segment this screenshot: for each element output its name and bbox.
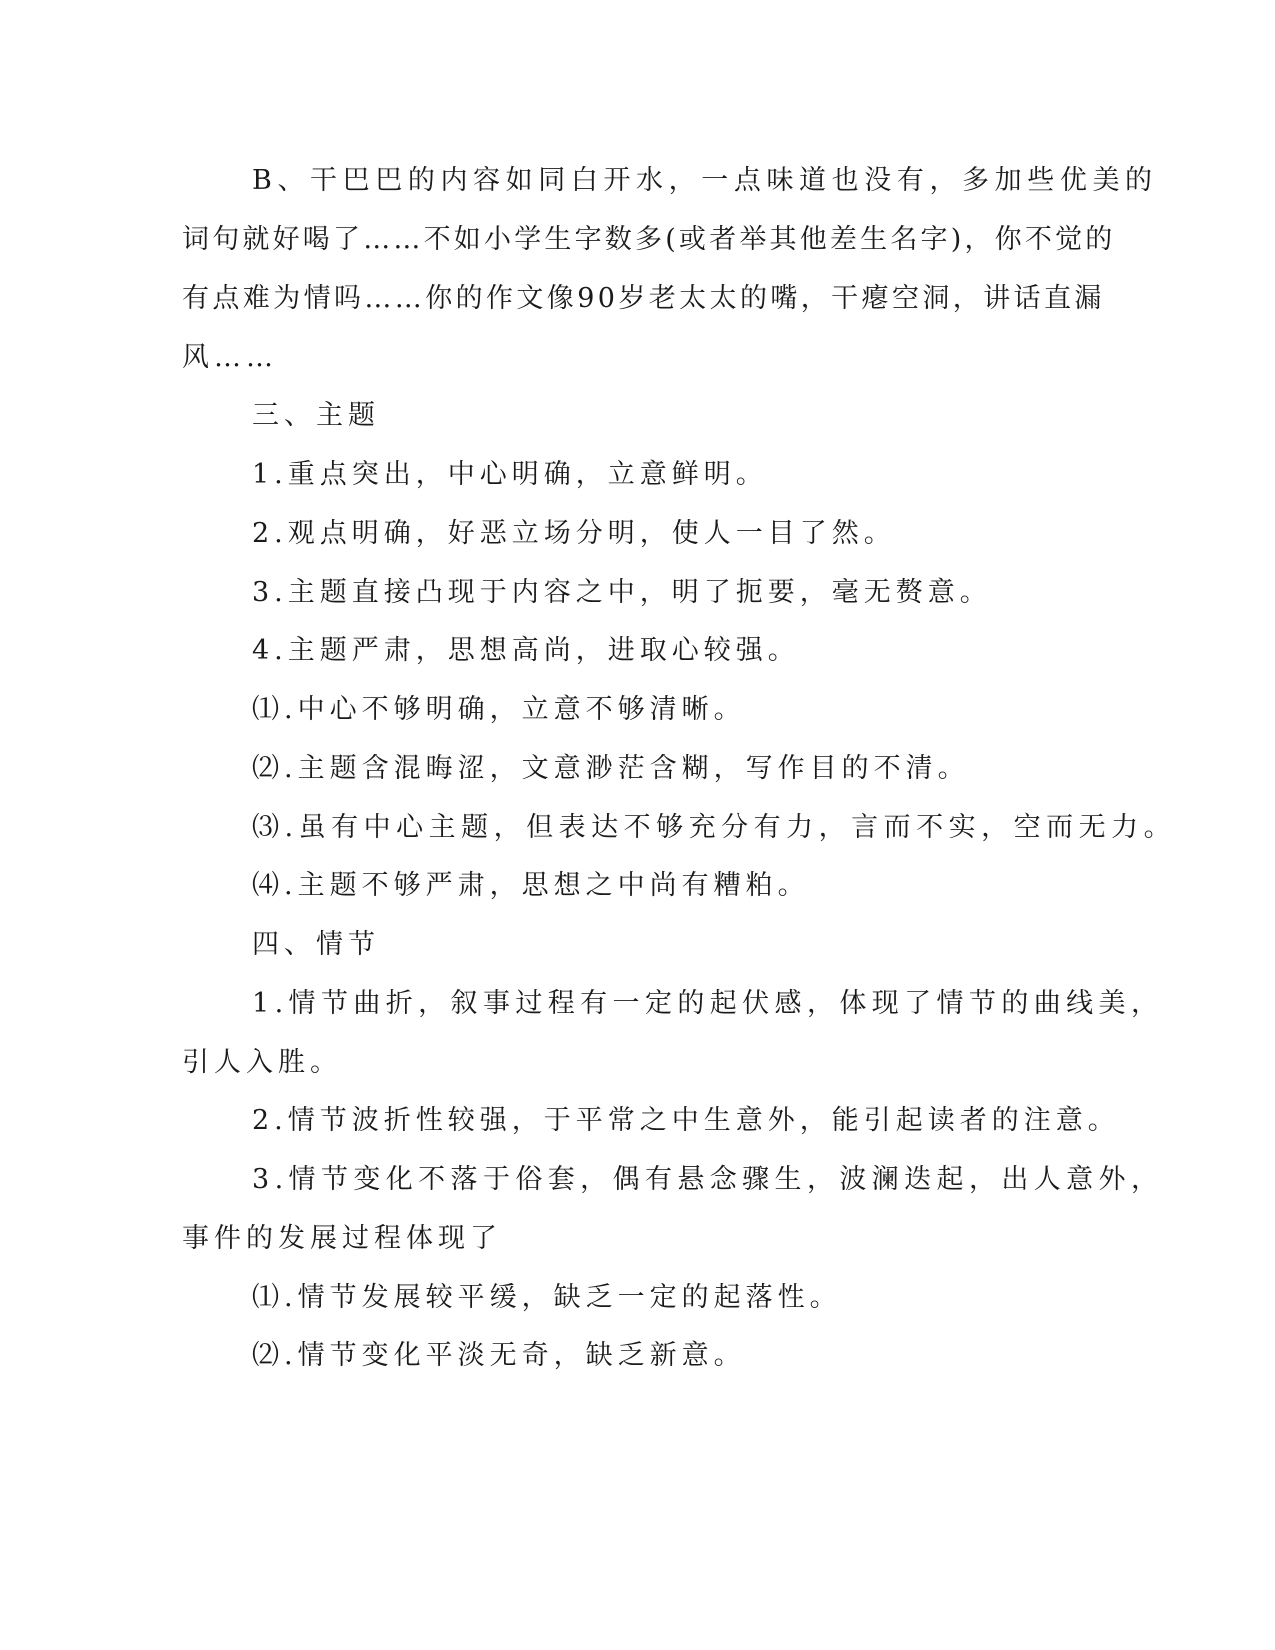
list-item: 2.情节波折性较强，于平常之中生意外，能引起读者的注意。: [252, 1105, 1120, 1136]
list-item: ⑵.主题含混晦涩，文意渺茫含糊，写作目的不清。: [252, 753, 970, 784]
list-item: ⑷.主题不够严肃，思想之中尚有糟粕。: [252, 870, 810, 901]
list-item: ⑶.虽有中心主题，但表达不够充分有力，言而不实，空而无力。: [252, 812, 1177, 843]
section-heading: 四、情节: [252, 929, 380, 960]
list-item: 1.情节曲折，叙事过程有一定的起伏感，体现了情节的曲线美，: [252, 988, 1164, 1019]
section-heading: 三、主题: [252, 400, 380, 431]
list-item: 4.主题严肃，思想高尚，进取心较强。: [252, 635, 800, 666]
paragraph-line: 词句就好喝了……不如小学生字数多(或者举其他差生名字)，你不觉的: [182, 224, 1116, 255]
list-item: ⑴.中心不够明确，立意不够清晰。: [252, 694, 746, 725]
list-item: 1.重点突出，中心明确，立意鲜明。: [252, 459, 768, 490]
list-item-continuation: 事件的发展过程体现了: [182, 1223, 502, 1254]
list-item-continuation: 引人入胜。: [182, 1047, 342, 1078]
paragraph-line: 风……: [182, 342, 278, 373]
list-item: ⑵.情节变化平淡无奇，缺乏新意。: [252, 1340, 746, 1371]
list-item: 3.情节变化不落于俗套，偶有悬念骤生，波澜迭起，出人意外，: [252, 1164, 1164, 1195]
list-item: 2.观点明确，好恶立场分明，使人一目了然。: [252, 518, 896, 549]
paragraph-line: 有点难为情吗……你的作文像90岁老太太的嘴，干瘪空洞，讲话直漏: [182, 283, 1105, 314]
list-item: 3.主题直接凸现于内容之中，明了扼要，毫无赘意。: [252, 577, 992, 608]
list-item: ⑴.情节发展较平缓，缺乏一定的起落性。: [252, 1282, 842, 1313]
paragraph-line: B、干巴巴的内容如同白开水，一点味道也没有，多加些优美的: [252, 165, 1158, 196]
